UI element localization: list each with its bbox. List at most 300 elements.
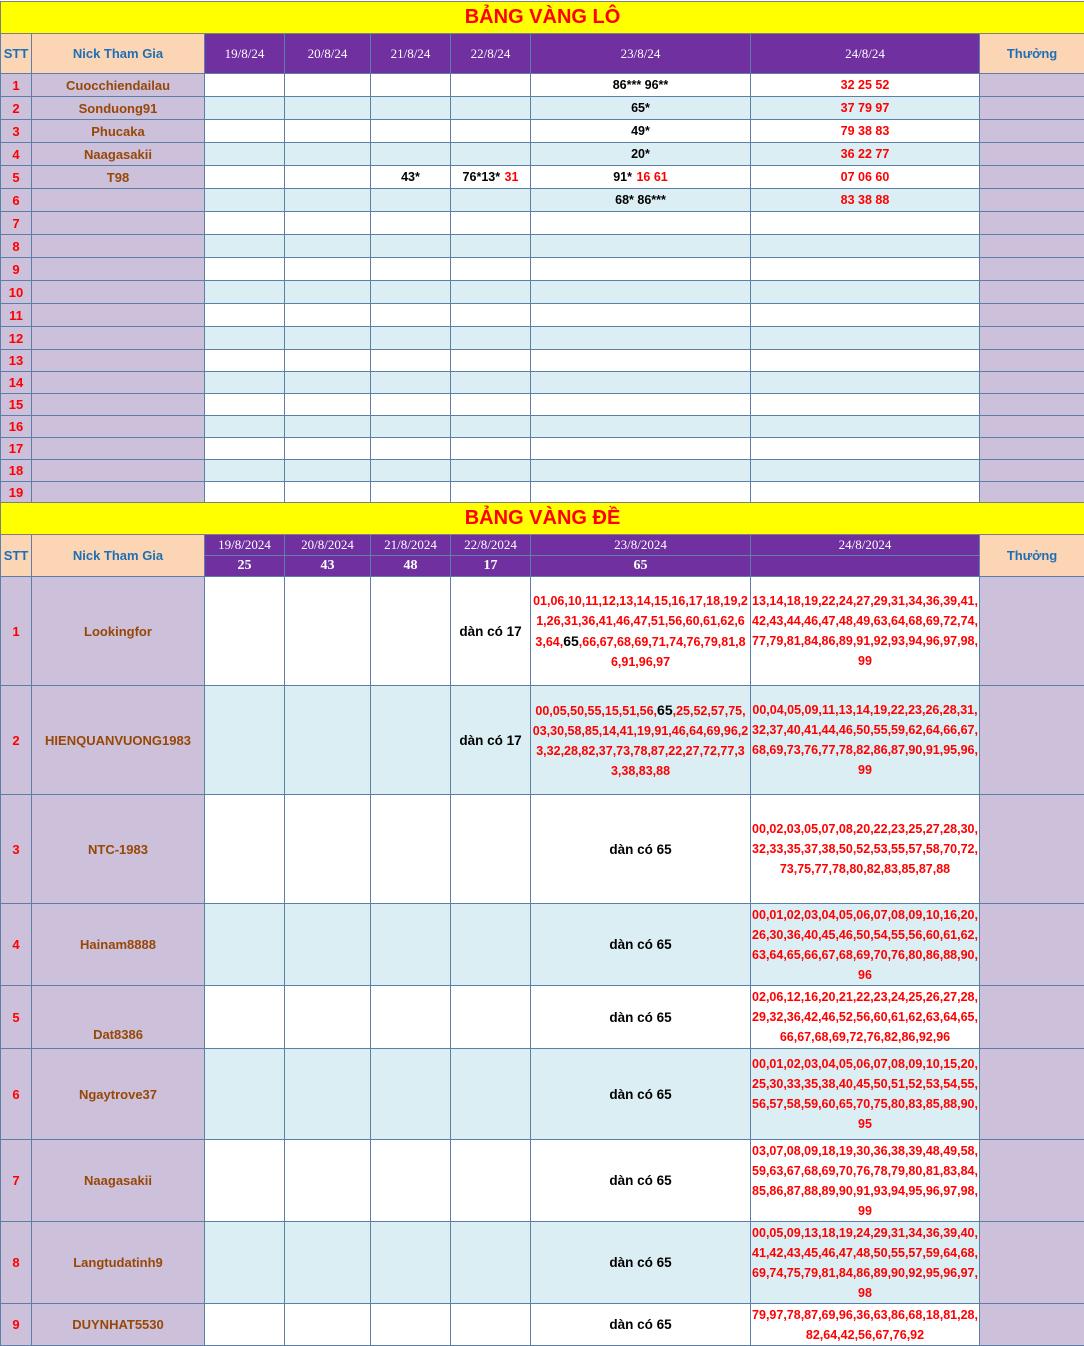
date-cell (451, 416, 531, 438)
pick-text: 49* (631, 124, 650, 138)
date-cell (205, 372, 285, 394)
date-cell (371, 438, 451, 460)
thuong-cell (980, 189, 1084, 212)
result-header: 25 (205, 556, 285, 577)
date-cell: dàn có 17 (451, 686, 531, 795)
date-cell (531, 189, 751, 212)
date-cell (205, 438, 285, 460)
date-cell (531, 686, 751, 795)
date-cell (751, 304, 980, 327)
stt-cell: 4 (1, 143, 32, 166)
stt-cell: 3 (1, 795, 32, 904)
number-list: 00,04,05,09,11,13,14,19,22,23,26,28,31,32,37,40,41,44,46,50,55,59,62,64,66,67,68,69,73,76,77,78,82,86,87,90,91,95,96,99 (752, 703, 978, 777)
table-row (1, 212, 1084, 235)
nick-cell (32, 394, 205, 416)
date-cell (751, 795, 980, 904)
date-cell (751, 460, 980, 482)
date-cell (531, 372, 751, 394)
date-cell (205, 350, 285, 372)
table-row (1, 394, 1084, 416)
thuong-cell (980, 394, 1084, 416)
stt-cell: 19 (1, 482, 32, 504)
stt-cell: 9 (1, 258, 32, 281)
pick-text: 68* 86*** (615, 193, 666, 207)
stt-cell: 2 (1, 686, 32, 795)
nick-cell: Ngaytrove37 (32, 1049, 205, 1140)
nick-cell (32, 416, 205, 438)
date-cell (451, 795, 531, 904)
date-cell (371, 97, 451, 120)
date-cell (205, 189, 285, 212)
table-row (1, 189, 1084, 212)
date-cell (451, 97, 531, 120)
date-cell (205, 1222, 285, 1304)
date-cell (751, 372, 980, 394)
date-cell (371, 212, 451, 235)
thuong-cell (980, 482, 1084, 504)
date-cell (751, 904, 980, 986)
de-title: BẢNG VÀNG ĐỀ (1, 503, 1084, 535)
result-header: 65 (531, 556, 751, 577)
date-cell (285, 212, 371, 235)
date-cell (371, 904, 451, 986)
date-cell (371, 577, 451, 686)
date-cell: dàn có 65 (531, 986, 751, 1049)
nick-cell: NTC-1983 (32, 795, 205, 904)
date-cell (371, 327, 451, 350)
table-row (1, 120, 1084, 143)
result-header: 43 (285, 556, 371, 577)
thuong-cell (980, 74, 1084, 97)
date-cell (531, 281, 751, 304)
date-cell (205, 1304, 285, 1346)
nick-cell (32, 460, 205, 482)
date-cell (451, 281, 531, 304)
number-list (531, 700, 750, 781)
date-cell (285, 74, 371, 97)
result-header: 48 (371, 556, 451, 577)
stt-cell: 18 (1, 460, 32, 482)
date-cell (371, 1140, 451, 1222)
result-header (751, 556, 980, 577)
date-cell: dàn có 65 (531, 1049, 751, 1140)
stt-cell: 10 (1, 281, 32, 304)
de-header-row (1, 535, 1084, 556)
thuong-cell (980, 416, 1084, 438)
stt-cell: 6 (1, 189, 32, 212)
date-cell (531, 143, 751, 166)
table-row (1, 686, 1084, 795)
thuong-header: Thưởng (980, 535, 1084, 577)
date-cell (751, 986, 980, 1049)
date-cell (751, 235, 980, 258)
number-text: 01,06,10,11,12,13,14,15,16,17,18,19,21,26,31,36,41,46,47,51,56,60,61,62,63,64, (533, 593, 748, 649)
nick-cell: Dat8386 (32, 986, 205, 1049)
date-cell (371, 74, 451, 97)
date-cell (285, 258, 371, 281)
table-row (1, 97, 1084, 120)
date-cell (285, 394, 371, 416)
table-row (1, 258, 1084, 281)
date-cell (371, 482, 451, 504)
stt-header: STT (1, 535, 32, 577)
date-cell (531, 166, 751, 189)
date-cell (531, 304, 751, 327)
nick-cell: Naagasakii (32, 1140, 205, 1222)
date-cell (531, 438, 751, 460)
date-cell (751, 482, 980, 504)
date-cell: dàn có 65 (531, 904, 751, 986)
date-cell (205, 212, 285, 235)
date-cell (285, 120, 371, 143)
date-cell (751, 394, 980, 416)
date-cell (205, 986, 285, 1049)
date-cell (285, 166, 371, 189)
nick-cell: DUYNHAT5530 (32, 1304, 205, 1346)
date-cell (371, 1222, 451, 1304)
lo-table (0, 1, 1084, 504)
stt-cell: 8 (1, 1222, 32, 1304)
nick-cell: Sonduong91 (32, 97, 205, 120)
date-cell (531, 74, 751, 97)
stt-cell: 1 (1, 577, 32, 686)
date-cell (371, 795, 451, 904)
thuong-cell (980, 1304, 1084, 1346)
date-cell (285, 327, 371, 350)
date-cell (371, 1049, 451, 1140)
date-cell (751, 686, 980, 795)
table-row (1, 904, 1084, 986)
date-cell (751, 438, 980, 460)
number-list: 02,06,12,16,20,21,22,23,24,25,26,27,28,29,32,36,42,46,52,56,60,61,62,63,64,65,66,67,68,69,72,76,82,86,92,96 (752, 990, 978, 1044)
table-row (1, 460, 1084, 482)
stt-cell: 9 (1, 1304, 32, 1346)
date-cell (205, 482, 285, 504)
stt-cell: 11 (1, 304, 32, 327)
date-cell (451, 143, 531, 166)
number-list: 03,07,08,09,18,19,30,36,38,39,48,49,58,59,63,67,68,69,70,76,78,79,80,81,83,84,85,86,87,88,89,90,91,93,94,95,96,97,98,99 (752, 1143, 978, 1218)
table-row (1, 304, 1084, 327)
date-cell (285, 189, 371, 212)
number-list: 00,02,03,05,07,08,20,22,23,25,27,28,30,32,33,35,37,38,50,52,53,55,57,58,70,72,73,75,77,78,80,82,83,85,87,88 (752, 822, 978, 876)
thuong-cell (980, 1049, 1084, 1140)
stt-cell: 1 (1, 74, 32, 97)
date-cell (751, 577, 980, 686)
stt-cell: 13 (1, 350, 32, 372)
date-cell (371, 189, 451, 212)
nick-cell: T98 (32, 166, 205, 189)
date-cell (371, 460, 451, 482)
thuong-cell (980, 795, 1084, 904)
date-cell (205, 1140, 285, 1222)
pick-text: 20* (631, 147, 650, 161)
date-cell (451, 304, 531, 327)
pick-text: 65* (631, 101, 650, 115)
date-cell (371, 350, 451, 372)
stt-header: STT (1, 34, 32, 74)
hit-number: 65 (657, 701, 673, 718)
nick-cell: Lookingfor (32, 577, 205, 686)
stt-cell: 5 (1, 166, 32, 189)
date-cell (371, 1304, 451, 1346)
date-cell (205, 795, 285, 904)
date-cell (285, 460, 371, 482)
nick-cell (32, 438, 205, 460)
stt-cell: 4 (1, 904, 32, 986)
table-row (1, 350, 1084, 372)
stt-cell: 7 (1, 1140, 32, 1222)
date-cell (285, 438, 371, 460)
table-row (1, 482, 1084, 504)
table-row (1, 1222, 1084, 1304)
date-cell: dàn có 65 (531, 1140, 751, 1222)
stt-cell: 17 (1, 438, 32, 460)
date-cell (451, 460, 531, 482)
table-row (1, 166, 1084, 189)
date-cell (531, 327, 751, 350)
date-cell (285, 686, 371, 795)
hit-number: 65 (563, 632, 579, 649)
thuong-cell (980, 372, 1084, 394)
date-cell (205, 74, 285, 97)
stt-cell: 5 (1, 986, 32, 1049)
thuong-cell (980, 281, 1084, 304)
thuong-cell (980, 212, 1084, 235)
table-row (1, 281, 1084, 304)
date-cell (531, 416, 751, 438)
date-cell (751, 212, 980, 235)
date-header: 20/8/24 (285, 34, 371, 74)
table-row (1, 372, 1084, 394)
date-cell (751, 1140, 980, 1222)
date-cell (205, 394, 285, 416)
thuong-cell (980, 1140, 1084, 1222)
date-cell: 37 79 97 (751, 97, 980, 120)
date-cell (531, 460, 751, 482)
date-cell (751, 416, 980, 438)
date-cell (285, 482, 371, 504)
date-cell (531, 212, 751, 235)
date-cell (451, 394, 531, 416)
stt-cell: 15 (1, 394, 32, 416)
date-cell (371, 281, 451, 304)
date-header: 23/8/2024 (531, 535, 751, 556)
stt-cell: 7 (1, 212, 32, 235)
nick-cell (32, 482, 205, 504)
date-cell (531, 394, 751, 416)
nick-cell: Cuocchiendailau (32, 74, 205, 97)
nick-cell: Langtudatinh9 (32, 1222, 205, 1304)
number-list: 00,05,09,13,18,19,24,29,31,34,36,39,40,41,42,43,45,46,47,48,50,55,57,59,64,68,69,74,75,79,81,84,86,89,90,92,95,96,97,98 (752, 1225, 978, 1300)
date-cell (371, 258, 451, 281)
table-row (1, 143, 1084, 166)
date-cell (285, 304, 371, 327)
table-row (1, 327, 1084, 350)
date-cell (205, 460, 285, 482)
date-cell (285, 97, 371, 120)
hit-text: 31 (504, 170, 519, 184)
date-cell (285, 1222, 371, 1304)
date-cell: dàn có 65 (531, 795, 751, 904)
thuong-cell (980, 904, 1084, 986)
date-cell (451, 1049, 531, 1140)
nick-cell (32, 281, 205, 304)
thuong-cell (980, 120, 1084, 143)
date-cell (451, 74, 531, 97)
date-cell: 32 25 52 (751, 74, 980, 97)
thuong-cell (980, 143, 1084, 166)
thuong-cell (980, 350, 1084, 372)
date-cell (205, 686, 285, 795)
date-cell (285, 281, 371, 304)
table-row (1, 1049, 1084, 1140)
date-cell (371, 686, 451, 795)
date-cell (451, 327, 531, 350)
table-row (1, 1304, 1084, 1346)
date-header: 21/8/24 (371, 34, 451, 74)
table-row (1, 74, 1084, 97)
date-cell (371, 235, 451, 258)
lo-header-row (1, 34, 1084, 74)
date-cell (205, 120, 285, 143)
nick-cell (32, 304, 205, 327)
date-cell (205, 281, 285, 304)
date-cell (451, 258, 531, 281)
date-header: 24/8/24 (751, 34, 980, 74)
number-list: 00,01,02,03,04,05,06,07,08,09,10,16,20,26,30,36,40,45,46,50,54,55,56,60,61,62,63,64,65,66,67,68,69,70,76,80,86,88,90,96 (752, 907, 978, 982)
date-cell (371, 304, 451, 327)
nick-cell (32, 327, 205, 350)
date-cell (205, 304, 285, 327)
result-header: 17 (451, 556, 531, 577)
date-cell (205, 97, 285, 120)
date-cell (451, 212, 531, 235)
thuong-cell (980, 235, 1084, 258)
date-cell (451, 904, 531, 986)
pick-text: 86*** 96** (612, 78, 669, 92)
date-cell (451, 372, 531, 394)
date-cell: 36 22 77 (751, 143, 980, 166)
date-cell (751, 258, 980, 281)
date-header: 19/8/2024 (205, 535, 285, 556)
nick-cell: HIENQUANVUONG1983 (32, 686, 205, 795)
date-cell (751, 1222, 980, 1304)
nick-cell (32, 372, 205, 394)
date-cell (285, 416, 371, 438)
thuong-cell (980, 577, 1084, 686)
date-cell: 43* (371, 166, 451, 189)
date-cell (285, 904, 371, 986)
date-cell (451, 189, 531, 212)
date-cell (205, 416, 285, 438)
date-cell (531, 577, 751, 686)
stt-cell: 3 (1, 120, 32, 143)
date-cell (205, 166, 285, 189)
date-cell (205, 904, 285, 986)
date-header: 23/8/24 (531, 34, 751, 74)
date-cell (531, 235, 751, 258)
date-cell (371, 372, 451, 394)
date-cell (451, 1304, 531, 1346)
nick-header: Nick Tham Gia (32, 535, 205, 577)
date-cell (205, 258, 285, 281)
stt-cell: 12 (1, 327, 32, 350)
date-header: 22/8/24 (451, 34, 531, 74)
date-cell (205, 577, 285, 686)
date-cell (285, 1304, 371, 1346)
nick-cell (32, 212, 205, 235)
stt-cell: 6 (1, 1049, 32, 1140)
thuong-header: Thưởng (980, 34, 1084, 74)
number-text: ,66,67,68,69,71,74,76,79,81,86,91,96,97 (578, 634, 746, 669)
date-cell (285, 235, 371, 258)
date-cell (285, 143, 371, 166)
date-header: 22/8/2024 (451, 535, 531, 556)
date-cell (285, 372, 371, 394)
nick-cell: Naagasakii (32, 143, 205, 166)
number-text: ,25,52,57,75,03,30,58,85,14,41,19,91,46,64,69,96,23,32,28,82,37,73,78,87,22,27,72,77,33,38,83,88 (532, 703, 749, 778)
table-row (1, 577, 1084, 686)
date-header: 21/8/2024 (371, 535, 451, 556)
nick-header: Nick Tham Gia (32, 34, 205, 74)
date-cell (371, 416, 451, 438)
date-cell (371, 143, 451, 166)
table-row (1, 795, 1084, 904)
date-cell (371, 986, 451, 1049)
table-row (1, 438, 1084, 460)
date-cell (285, 577, 371, 686)
pick-text: 91* (613, 170, 633, 184)
date-cell (751, 281, 980, 304)
date-header: 24/8/2024 (751, 535, 980, 556)
number-list: 00,01,02,03,04,05,06,07,08,09,10,15,20,25,30,33,35,38,40,45,50,51,52,53,54,55,56,57,58,59,60,65,70,75,80,83,85,88,90,95 (752, 1057, 978, 1131)
thuong-cell (980, 304, 1084, 327)
date-cell (751, 1049, 980, 1140)
date-cell: dàn có 65 (531, 1222, 751, 1304)
table-row (1, 986, 1084, 1049)
thuong-cell (980, 686, 1084, 795)
date-cell (205, 327, 285, 350)
date-cell (451, 1222, 531, 1304)
date-cell (285, 350, 371, 372)
date-cell: 79 38 83 (751, 120, 980, 143)
thuong-cell (980, 166, 1084, 189)
date-cell (531, 482, 751, 504)
table-row (1, 1140, 1084, 1222)
date-cell: dàn có 17 (451, 577, 531, 686)
de-table (0, 502, 1084, 1346)
thuong-cell (980, 97, 1084, 120)
date-cell (285, 986, 371, 1049)
thuong-cell (980, 438, 1084, 460)
table-row (1, 416, 1084, 438)
date-cell (531, 258, 751, 281)
date-cell (451, 350, 531, 372)
number-text: 00,05,50,55,15,51,56, (535, 703, 658, 718)
number-list: 13,14,18,19,22,24,27,29,31,34,36,39,41,42,43,44,46,47,48,49,63,64,68,69,72,74,77,79,81,84,86,89,91,92,93,94,96,97,98,99 (752, 594, 978, 668)
date-cell: 07 06 60 (751, 166, 980, 189)
date-cell (285, 1140, 371, 1222)
nick-cell (32, 258, 205, 281)
thuong-cell (980, 460, 1084, 482)
number-list: 79,97,78,87,69,96,36,63,86,68,18,81,28,82,64,42,56,67,76,92 (752, 1307, 978, 1342)
date-cell (451, 1140, 531, 1222)
stt-cell: 16 (1, 416, 32, 438)
hit-text: 16 61 (636, 170, 668, 184)
date-header: 20/8/2024 (285, 535, 371, 556)
stt-cell: 14 (1, 372, 32, 394)
thuong-cell (980, 1222, 1084, 1304)
